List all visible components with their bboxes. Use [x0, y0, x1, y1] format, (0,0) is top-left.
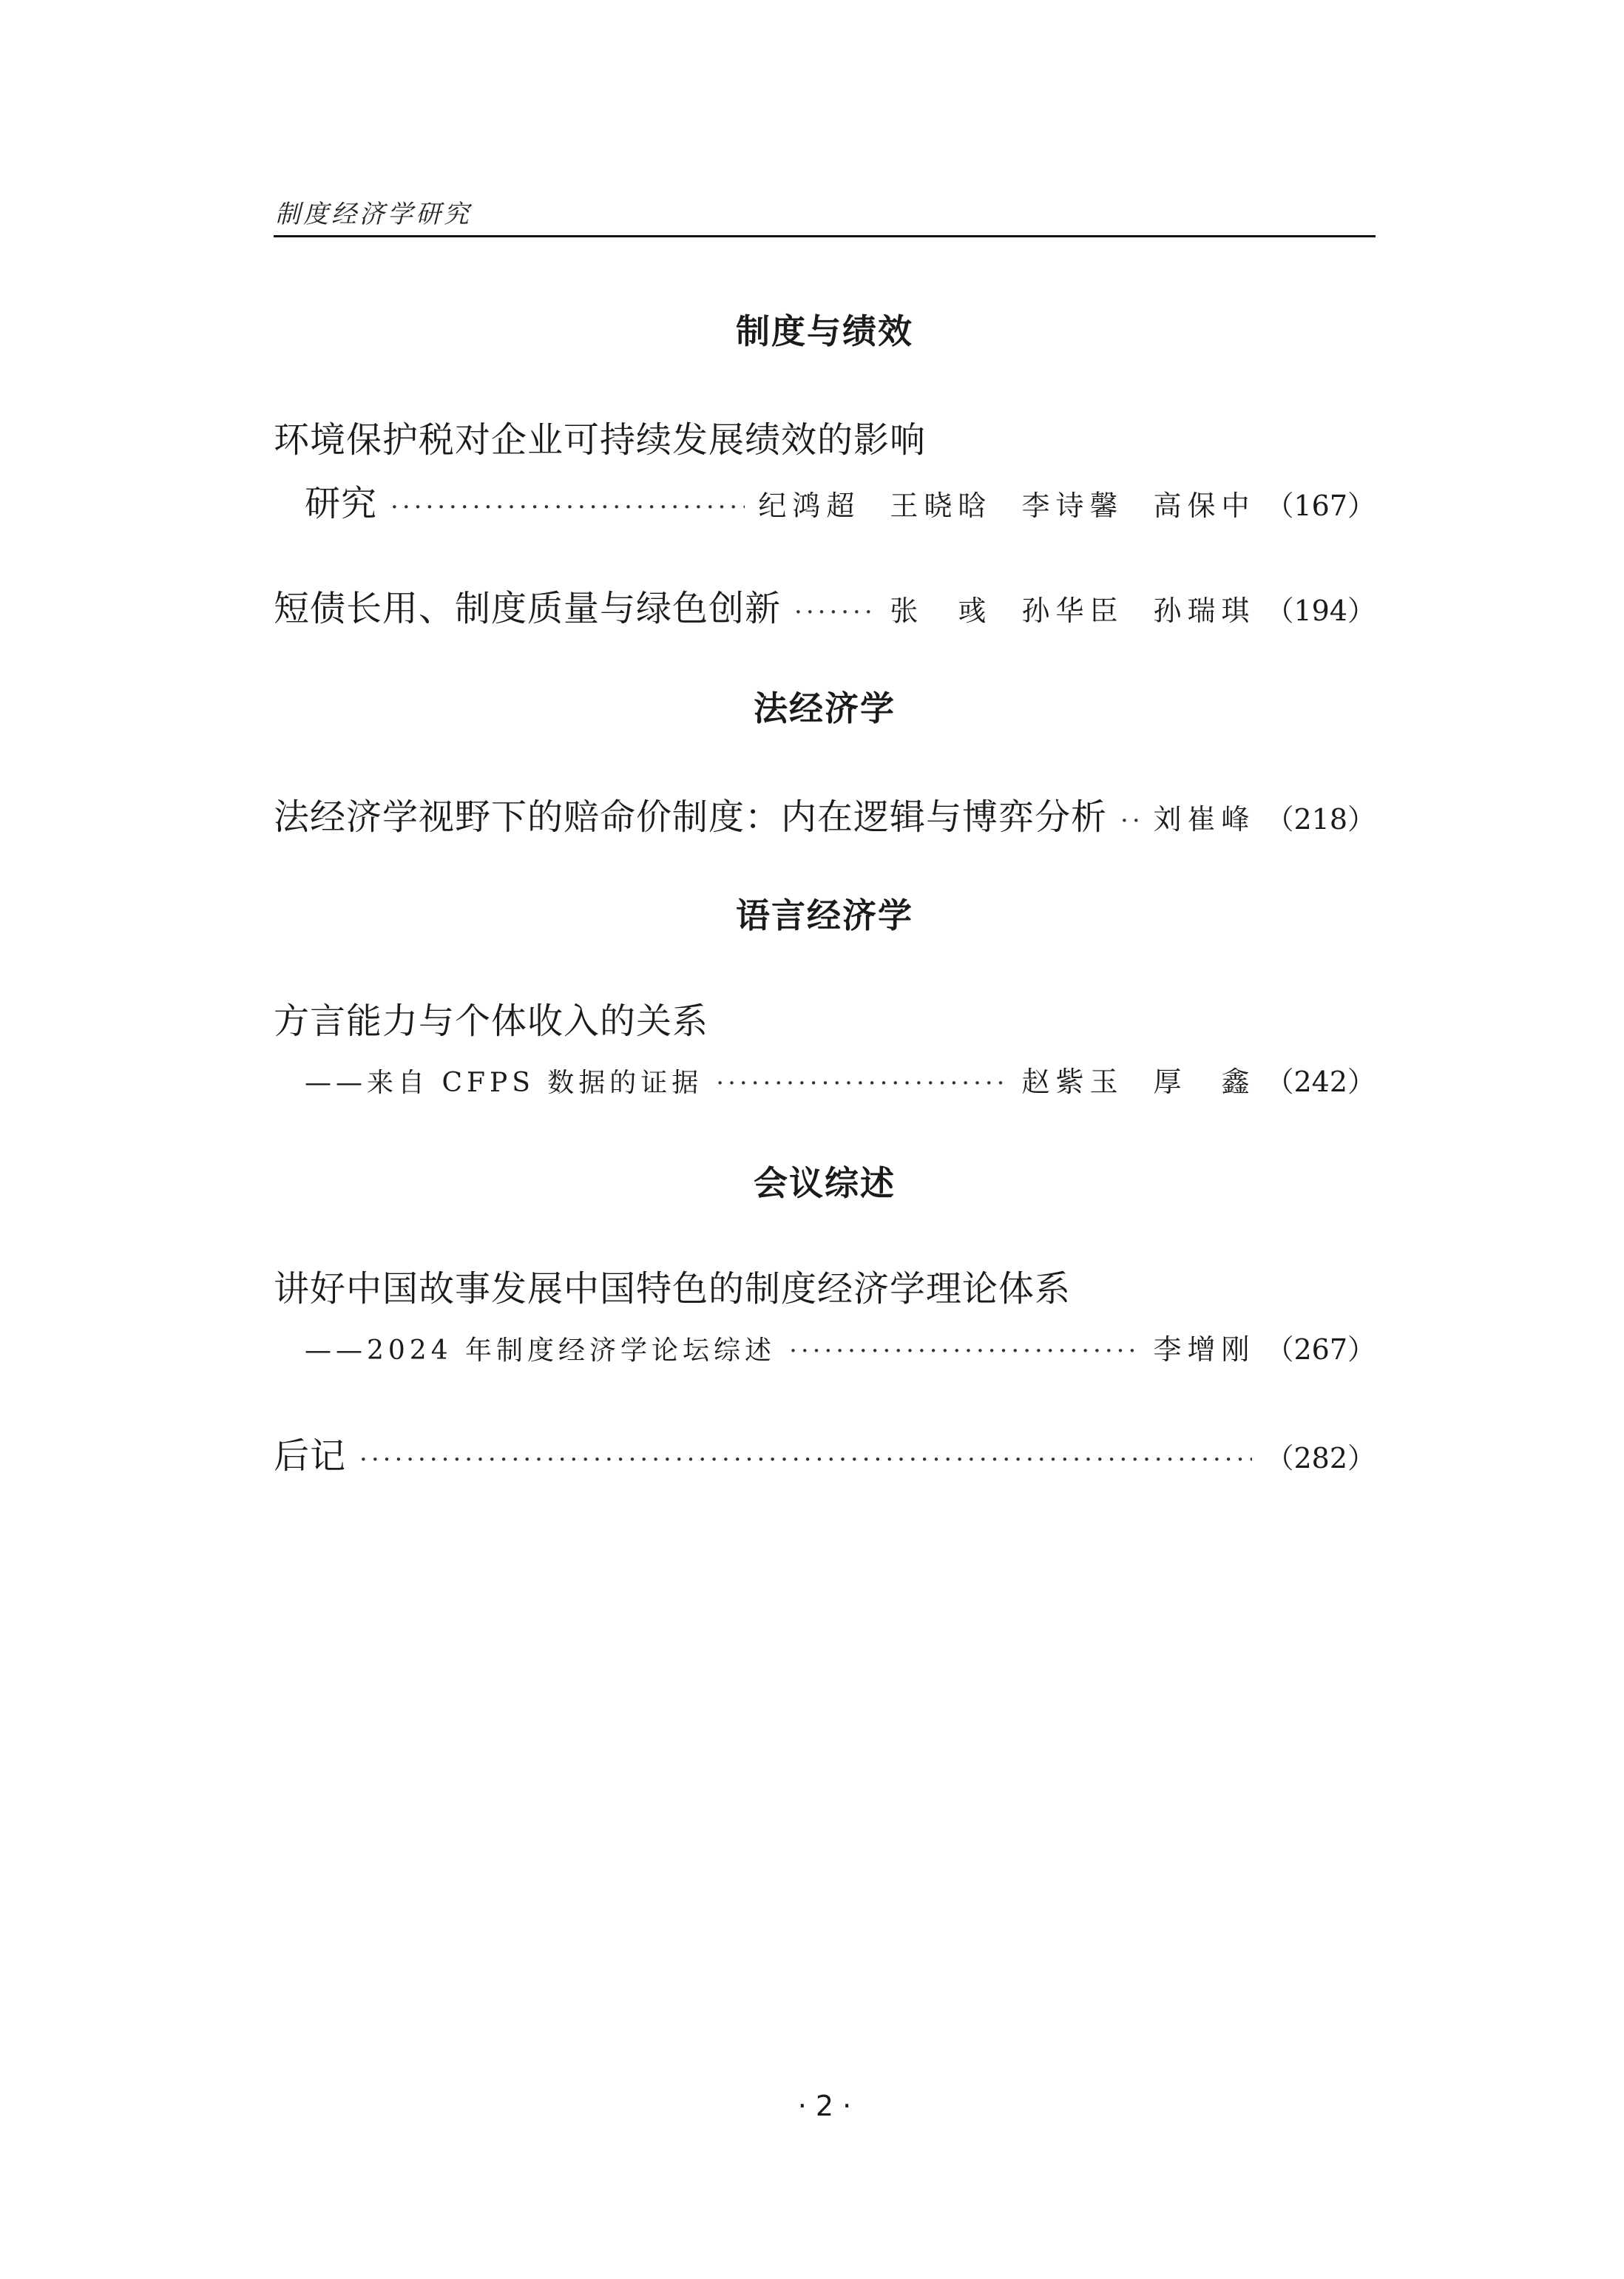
toc-entry-page[interactable]: （218） [1265, 803, 1376, 836]
dot-leader [794, 597, 876, 627]
toc-entry-authors [890, 588, 1255, 629]
author-name: 纪鸿超 [758, 490, 861, 522]
toc-entry-title[interactable]: 后记 [274, 1435, 347, 1477]
toc-entry-page[interactable]: （267） [1265, 1333, 1376, 1366]
dot-leader [359, 1445, 1252, 1474]
toc-entry-authors [1153, 1327, 1255, 1367]
toc-entry-page[interactable]: （242） [1265, 1066, 1376, 1098]
toc-entry-authors [758, 483, 1255, 524]
toc-entry-title-line[interactable] [274, 411, 1376, 462]
toc-entry-subtitle-line[interactable] [274, 1059, 1376, 1100]
dot-leader [789, 1336, 1140, 1366]
dot-leader [1120, 806, 1140, 836]
toc-entry-title-line[interactable] [274, 992, 1376, 1043]
toc-entry-title[interactable]: 短债长用、制度质量与绿色创新 [274, 588, 782, 629]
toc-entry-title[interactable]: 讲好中国故事发展中国特色的制度经济学理论体系 [274, 1268, 1072, 1310]
author-name: 刘崔峰 [1153, 803, 1256, 836]
toc-entry-subtitle-line[interactable] [274, 1327, 1376, 1367]
dot-leader [716, 1069, 1008, 1098]
author-name: 孙华臣 [1021, 595, 1124, 627]
section-title-institution-performance: 制度与绩效 [736, 311, 913, 351]
toc-entry-title[interactable]: 方言能力与个体收入的关系 [274, 1000, 709, 1042]
toc-entry-title[interactable]: 环境保护税对企业可持续发展绩效的影响 [274, 419, 927, 461]
author-name: 孙瑞琪 [1153, 595, 1256, 627]
toc-entry-authors [1021, 1059, 1255, 1100]
author-name: 张 彧 [890, 595, 992, 627]
page-number: · 2 · [797, 2090, 852, 2122]
toc-entry-continuation[interactable] [274, 475, 1376, 526]
toc-entry-page[interactable]: （194） [1265, 595, 1376, 627]
toc-entry-subtitle[interactable]: ——来自 CFPS 数据的证据 [305, 1068, 703, 1098]
toc-entry-subtitle[interactable]: ——2024 年制度经济学论坛综述 [305, 1335, 777, 1366]
toc-entry-title[interactable]: 法经济学视野下的赔命价制度：内在逻辑与博弈分析 [274, 796, 1108, 838]
author-name: 李增刚 [1153, 1333, 1256, 1366]
author-name: 王晓晗 [890, 490, 992, 522]
toc-entry-postscript[interactable] [274, 1427, 1376, 1478]
toc-entry[interactable] [274, 580, 1376, 631]
toc-entry[interactable] [274, 788, 1376, 839]
dot-leader [390, 492, 745, 522]
toc-entry-page[interactable]: （167） [1265, 490, 1376, 522]
running-head-journal-title: 制度经济学研究 [275, 200, 472, 229]
author-name: 高保中 [1153, 490, 1256, 522]
author-name: 李诗馨 [1021, 490, 1124, 522]
author-name: 厚 鑫 [1153, 1066, 1256, 1098]
toc-entry-title-line[interactable] [274, 1260, 1376, 1311]
section-title-conference-review: 会议综述 [754, 1163, 896, 1203]
section-title-language-economics: 语言经济学 [736, 895, 913, 935]
toc-entry-page[interactable]: （282） [1265, 1442, 1376, 1474]
toc-entry-title-cont[interactable]: 研究 [305, 483, 378, 524]
header-rule [274, 235, 1376, 237]
toc-entry-authors [1153, 796, 1255, 837]
section-title-law-economics: 法经济学 [754, 688, 896, 728]
author-name: 赵紫玉 [1021, 1066, 1124, 1098]
